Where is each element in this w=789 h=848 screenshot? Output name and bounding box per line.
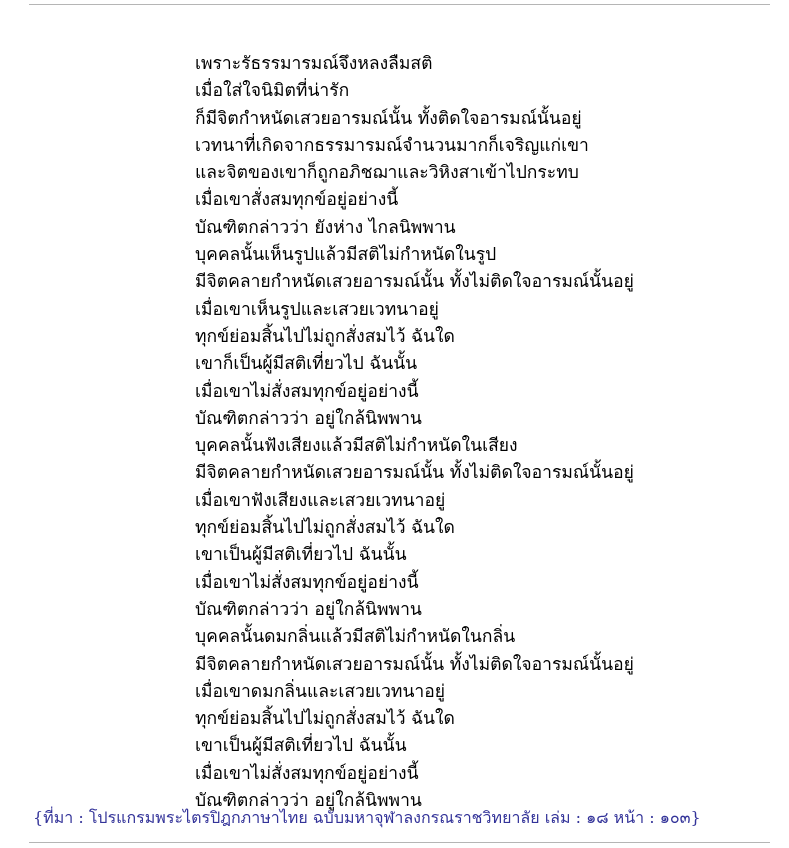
verse-line: เมื่อเขาไม่สั่งสมทุกข์อยู่อย่างนี้: [195, 763, 419, 784]
verse-line: บัณฑิตกล่าวว่า อยู่ใกล้นิพพาน: [195, 599, 422, 620]
verse-line: มีจิตคลายกำหนัดเสวยอารมณ์นั้น ทั้งไม่ติดใจอารมณ์นั้นอยู่: [195, 463, 634, 484]
verse-line: ทุกข์ย่อมสิ้นไปไม่ถูกสั่งสมไว้ ฉันใด: [195, 518, 455, 539]
bottom-divider: [29, 842, 770, 843]
verse-line: บุคคลนั้นดมกลิ่นแล้วมีสติไม่กำหนัดในกลิ่น: [195, 627, 516, 648]
verse-line: เมื่อเขาไม่สั่งสมทุกข์อยู่อย่างนี้: [195, 381, 419, 402]
verse-line: บัณฑิตกล่าวว่า อยู่ใกล้นิพพาน: [195, 408, 422, 429]
verse-line: ก็มีจิตกำหนัดเสวยอารมณ์นั้น ทั้งติดใจอารมณ์นั้นอยู่: [195, 108, 582, 129]
verse-line: เมื่อใส่ใจนิมิตที่น่ารัก: [195, 81, 350, 102]
verse-line: เมื่อเขาเห็นรูปและเสวยเวทนาอยู่: [195, 299, 439, 320]
verse-line: บัณฑิตกล่าวว่า ยังห่าง ไกลนิพพาน: [195, 217, 456, 238]
verse-line: บุคคลนั้นเห็นรูปแล้วมีสติไม่กำหนัดในรูป: [195, 245, 497, 266]
verse-line: เมื่อเขาฟังเสียงและเสวยเวทนาอยู่: [195, 490, 446, 511]
verse-line: เขาเป็นผู้มีสติเที่ยวไป ฉันนั้น: [195, 736, 407, 757]
verse-line: มีจิตคลายกำหนัดเสวยอารมณ์นั้น ทั้งไม่ติดใจอารมณ์นั้นอยู่: [195, 272, 634, 293]
verse-line: เพราะรัธรรมารมณ์จึงหลงลืมสติ: [195, 54, 433, 74]
verse-line: เขาก็เป็นผู้มีสติเที่ยวไป ฉันนั้น: [195, 354, 418, 375]
verse-line: บัณฑิตกล่าวว่า อยู่ใกล้นิพพาน: [195, 791, 422, 812]
verse-line: และจิตของเขาก็ถูกอภิชฌาและวิหิงสาเข้าไปกระทบ: [195, 163, 579, 184]
verse-line: บุคคลนั้นฟังเสียงแล้วมีสติไม่กำหนัดในเสียง: [195, 436, 518, 457]
verse-line: เมื่อเขาไม่สั่งสมทุกข์อยู่อย่างนี้: [195, 572, 419, 593]
verse-line: ทุกข์ย่อมสิ้นไปไม่ถูกสั่งสมไว้ ฉันใด: [195, 326, 455, 347]
verse-line: เมื่อเขาดมกลิ่นและเสวยเวทนาอยู่: [195, 681, 446, 702]
source-citation: {ที่มา : โปรแกรมพระไตรปิฎกภาษาไทย ฉบับมหาจุฬาลงกรณราชวิทยาลัย เล่ม : ๑๘ หน้า : ๑๐๓}: [33, 808, 701, 827]
top-divider: [29, 4, 770, 5]
verse-line: เมื่อเขาสั่งสมทุกข์อยู่อย่างนี้: [195, 190, 399, 211]
verse-list: [195, 51, 634, 815]
verse-line: เวทนาที่เกิดจากธรรมารมณ์จำนวนมากก็เจริญแก่เขา: [195, 135, 589, 156]
verse-line: เขาเป็นผู้มีสติเที่ยวไป ฉันนั้น: [195, 545, 407, 566]
verse-line: มีจิตคลายกำหนัดเสวยอารมณ์นั้น ทั้งไม่ติดใจอารมณ์นั้นอยู่: [195, 654, 634, 675]
verse-line: ทุกข์ย่อมสิ้นไปไม่ถูกสั่งสมไว้ ฉันใด: [195, 709, 455, 730]
